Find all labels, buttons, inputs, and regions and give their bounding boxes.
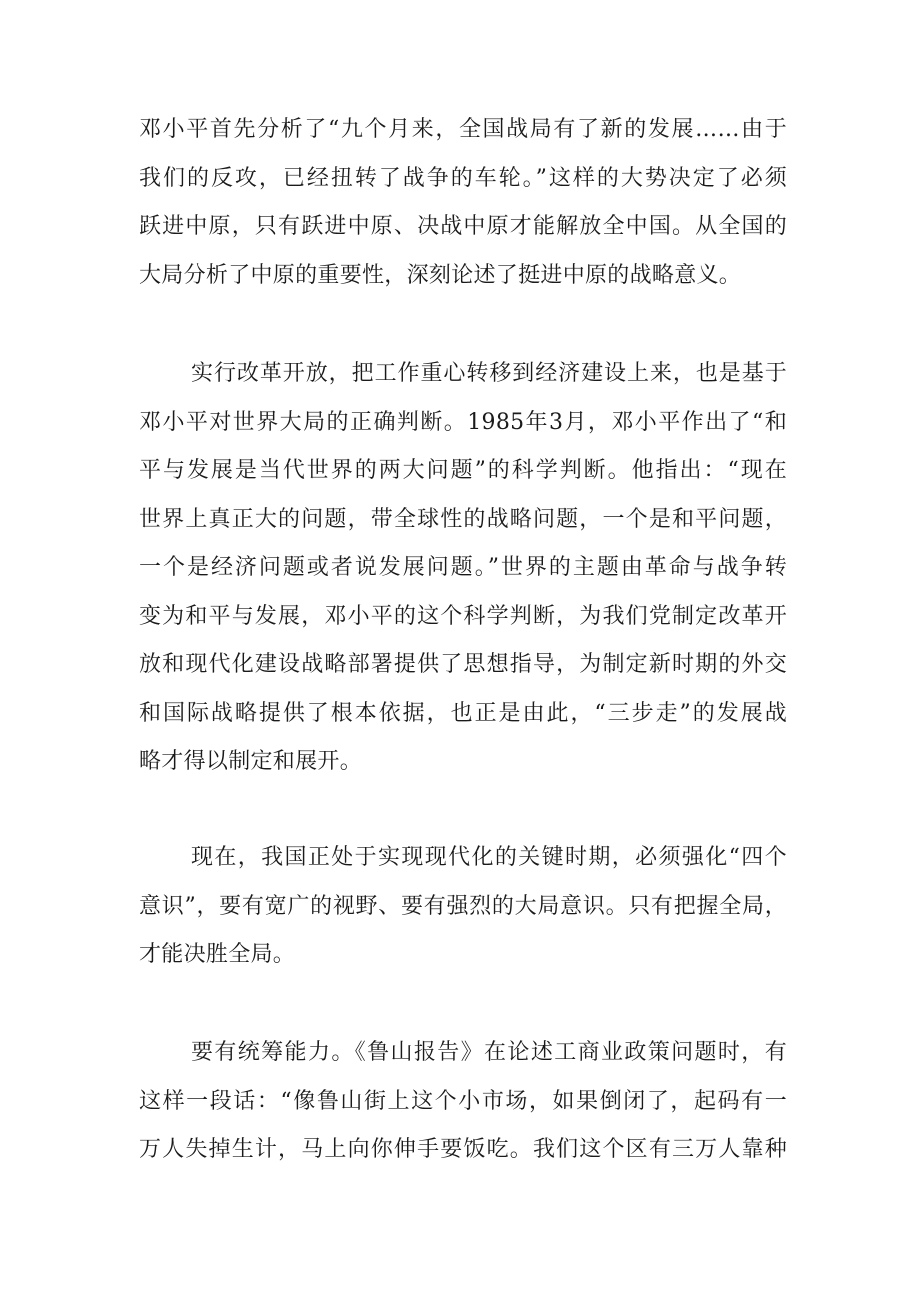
- text-line: 实行改革开放，把工作重心转移到经济建设上来，也是基于: [191, 361, 787, 386]
- text-line: 一个是经济问题或者说发展问题。”世界的主题由革命与战争转: [139, 555, 787, 580]
- paragraph-1: [139, 106, 787, 300]
- text-line: 世界上真正大的问题，带全球性的战略问题，一个是和平问题，: [139, 506, 787, 532]
- paragraph-4: [139, 1029, 787, 1175]
- text-line: 这样一段话：“像鲁山街上这个小市场，如果倒闭了，起码有一: [139, 1088, 787, 1114]
- text-line: 平与发展是当代世界的两大问题”的科学判断。他指出：“现在: [139, 458, 787, 483]
- text-line: 跃进中原，只有跃进中原、决战中原才能解放全中国。从全国的: [139, 214, 787, 239]
- text-line: 邓小平对世界大局的正确判断。1985年3月，邓小平作出了“和: [139, 409, 787, 435]
- text-line: 略才得以制定和展开。: [139, 749, 363, 774]
- text-line: 邓小平首先分析了“九个月来，全国战局有了新的发展……由于: [139, 117, 787, 142]
- text-line: 万人失掉生计，马上向你伸手要饭吃。我们这个区有三万人靠种: [139, 1137, 787, 1162]
- paragraph-3: [139, 834, 787, 980]
- text-line: 意识”，要有宽广的视野、要有强烈的大局意识。只有把握全局，: [139, 893, 787, 919]
- text-line: 放和现代化建设战略部署提供了思想指导，为制定新时期的外交: [139, 652, 787, 677]
- paragraph-2: [139, 350, 787, 787]
- text-line: 要有统筹能力。《鲁山报告》在论述工商业政策问题时，有: [191, 1040, 787, 1065]
- text-line: 大局分析了中原的重要性，深刻论述了挺进中原的战略意义。: [139, 262, 742, 288]
- text-line: 变为和平与发展，邓小平的这个科学判断，为我们党制定改革开: [139, 603, 787, 629]
- text-line: 现在，我国正处于实现现代化的关键时期，必须强化“四个: [191, 845, 787, 870]
- text-line: 我们的反攻，已经扭转了战争的车轮。”这样的大势决定了必须: [139, 165, 787, 191]
- text-line: 才能决胜全局。: [139, 942, 296, 967]
- text-line: 和国际战略提供了根本依据，也正是由此，“三步走”的发展战: [139, 700, 787, 726]
